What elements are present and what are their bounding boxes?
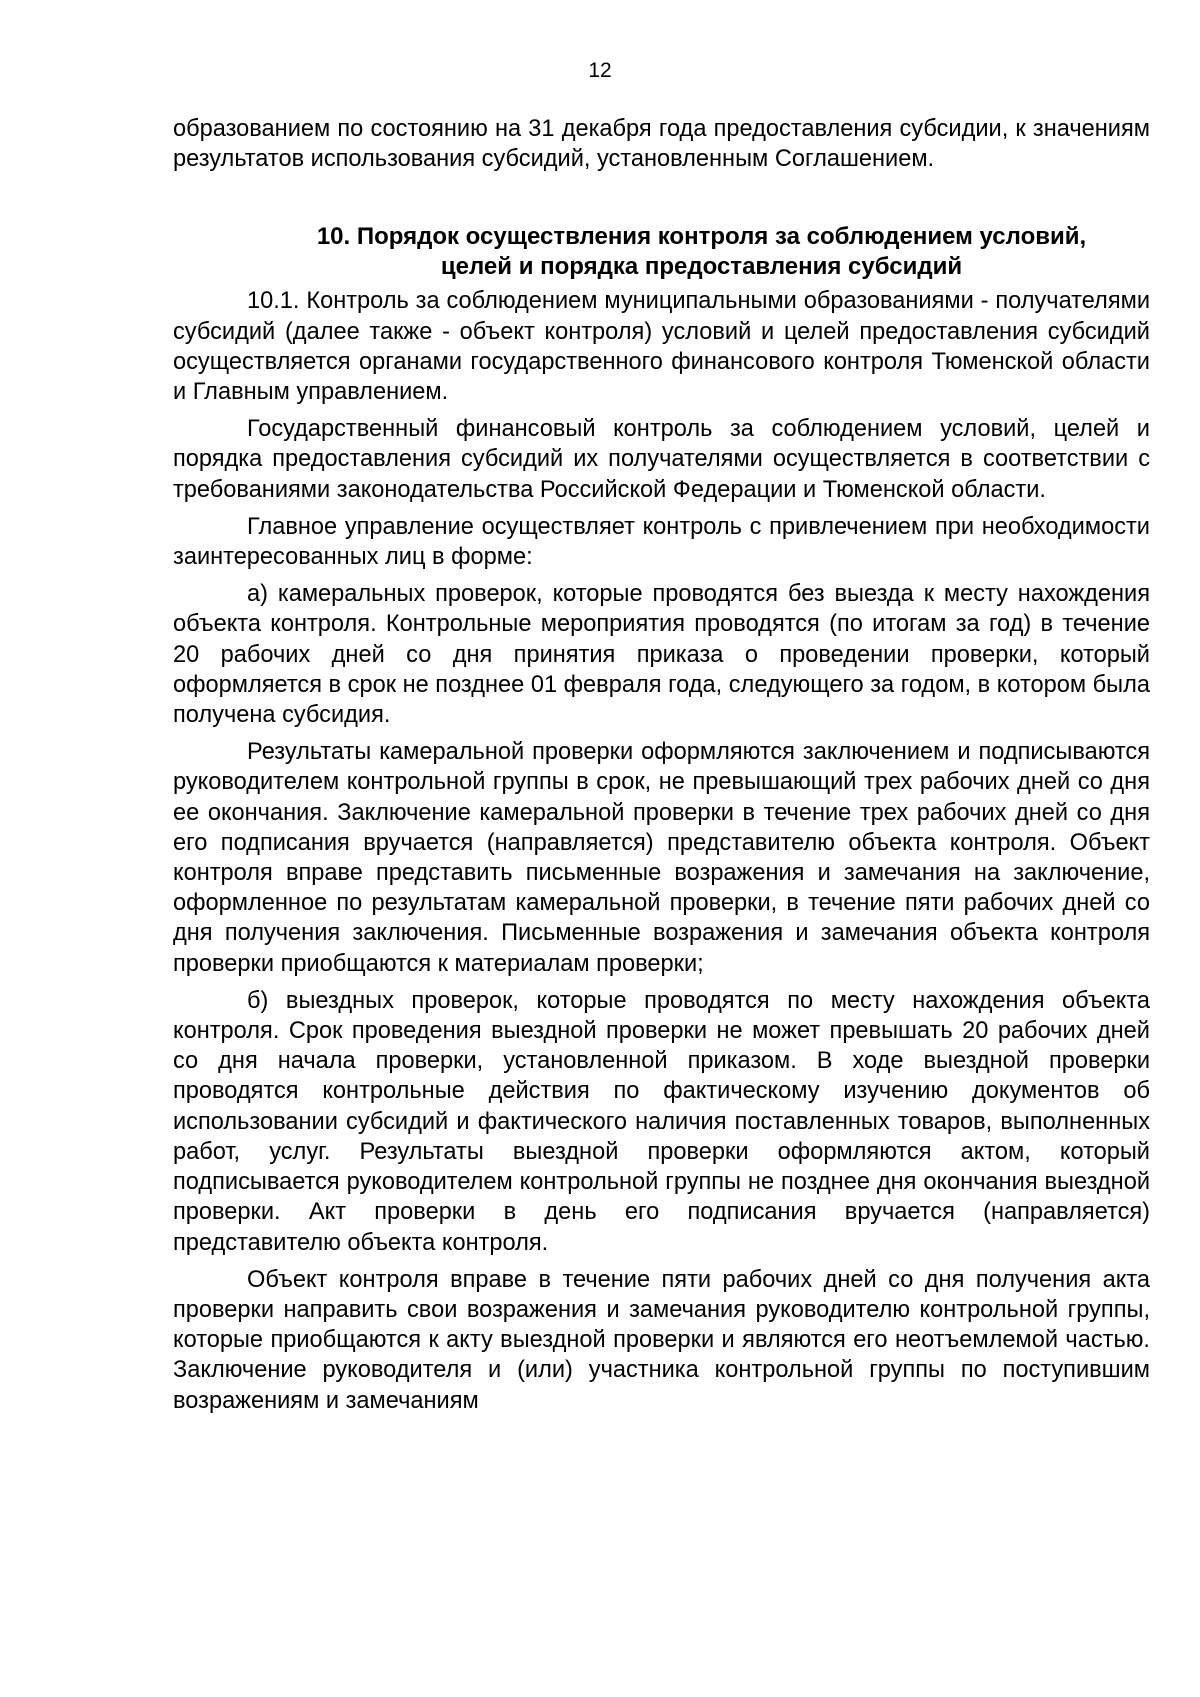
- paragraph-objections: Объект контроля вправе в течение пяти рабочих дней со дня получения акта проверки направить свои возражения и замечания руководителю контрольной группы, которые приобщаются к акту выездной проверки и являются его неотъемлемой частью. Заключение руководителя и (или) участника контрольной группы по поступившим возражениям и замечаниям: [173, 1266, 1150, 1414]
- paragraph-state-control: Государственный финансовый контроль за соблюдением условий, целей и порядка предоставления субсидий их получателями осуществляется в соответствии с требованиями законодательства Российской Федерации и Тюменской области.: [173, 416, 1150, 503]
- paragraph-10-1: 10.1. Контроль за соблюдением муниципальными образованиями - получателями субсидий (далее также - объект контроля) условий и целей предоставления субсидий осуществляется органами государственного финансового контроля Тюменской области и Главным управлением.: [173, 288, 1150, 406]
- document-body: [173, 114, 1150, 1416]
- intro-paragraph: образованием по состоянию на 31 декабря года предоставления субсидии, к значениям результатов использования субсидий, установленным Соглашением.: [173, 116, 1150, 173]
- paragraph-desk-audit-results: Результаты камеральной проверки оформляются заключением и подписываются руководителем контрольной группы в срок, не превышающий трех рабочих дней со дня ее окончания. Заключение камеральной проверки в течение трех рабочих дней со дня его подписания вручается (направляется) представителю объекта контроля. Объект контроля вправе представить письменные возражения и замечания на заключение, оформленное по результатам камеральной проверки, в течение пяти рабочих дней со дня получения заключения. Письменные возражения и замечания объекта контроля проверки приобщаются к материалам проверки;: [173, 739, 1150, 977]
- section-heading-line-1: 10. Порядок осуществления контроля за соблюдением условий,: [316, 223, 1087, 251]
- section-heading: [173, 222, 1150, 282]
- section-heading-line-2: целей и порядка предоставления субсидий: [440, 253, 963, 281]
- paragraph-item-b: б) выездных проверок, которые проводятся по месту нахождения объекта контроля. Срок проведения выездной проверки не может превышать 20 рабочих дней со дня начала проверки, установленной приказом. В ходе выездной проверки проводятся контрольные действия по фактическому изучению документов об использовании субсидий и фактического наличия поставленных товаров, выполненных работ, услуг. Результаты выездной проверки оформляются актом, который подписывается руководителем контрольной группы не позднее дня окончания выездной проверки. Акт проверки в день его подписания вручается (направляется) представителю объекта контроля.: [173, 987, 1150, 1256]
- paragraph-main-directorate: Главное управление осуществляет контроль с привлечением при необходимости заинтересованных лиц в форме:: [173, 513, 1150, 571]
- page-number: 12: [588, 59, 612, 82]
- paragraph-item-a: а) камеральных проверок, которые проводятся без выезда к месту нахождения объекта контроля. Контрольные мероприятия проводятся (по итогам за год) в течение 20 рабочих дней со дня принятия приказа о проведении проверки, который оформляется в срок не позднее 01 февраля года, следующего за годом, в котором была получена субсидия.: [173, 581, 1150, 729]
